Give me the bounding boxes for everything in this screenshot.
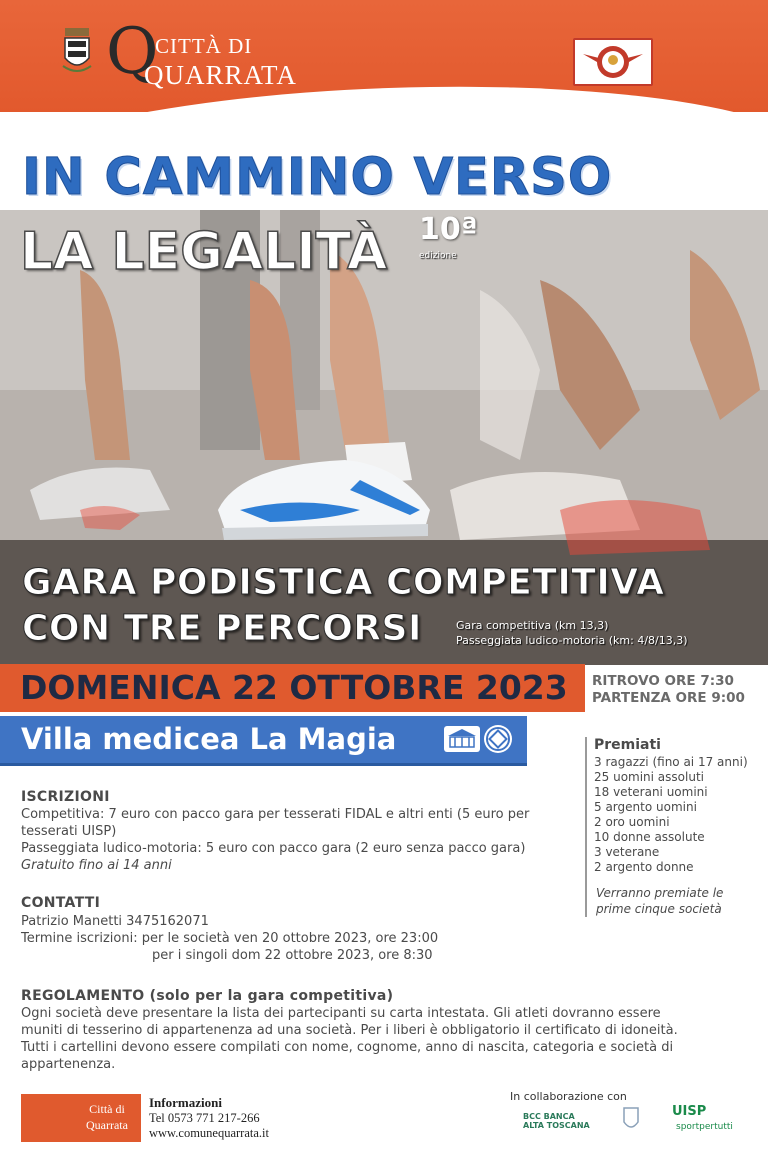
prize-item: 2 oro uomini: [594, 815, 670, 829]
registration-line: tesserati UISP): [21, 824, 117, 839]
contacts-text: [21, 913, 581, 964]
race-title-line2: CON TRE PERCORSI: [22, 608, 422, 649]
registration-text: [21, 806, 581, 874]
world-heritage-icon: [484, 725, 512, 753]
city-name: QUARRATA: [144, 60, 297, 90]
venue-name: Villa medicea La Magia: [21, 722, 397, 756]
event-title-line2: LA LEGALITÀ: [20, 222, 388, 282]
race-title-line1: GARA PODISTICA COMPETITIVA: [22, 562, 665, 603]
city-crest-icon: [62, 26, 92, 76]
prize-item: 25 uomini assoluti: [594, 770, 704, 784]
city-logo-mark: Q: [106, 15, 159, 89]
rules-line: Tutti i cartellini devono essere compilati con nome, cognome, anno di nascita, categoria e società di: [21, 1040, 674, 1055]
rules-text: [21, 1005, 761, 1073]
event-title-line1: IN CAMMINO VERSO: [22, 148, 613, 207]
event-date: DOMENICA 22 OTTOBRE 2023: [20, 668, 568, 707]
registration-free-note: Gratuito fino ai 14 anni: [21, 858, 172, 873]
uisp-logo: UISP: [672, 1104, 707, 1119]
info-details: [149, 1111, 269, 1141]
info-phone: Tel 0573 771 217-266: [149, 1111, 260, 1125]
info-heading: Informazioni: [149, 1095, 222, 1110]
route-leisure: Passeggiata ludico-motoria (km: 4/8/13,3): [456, 634, 688, 647]
rules-line: Ogni società deve presentare la lista dei partecipanti su carta intestata. Gli atleti dovranno essere: [21, 1006, 661, 1021]
uisp-tagline: sportpertutti: [676, 1122, 733, 1132]
route-competitive: Gara competitiva (km 13,3): [456, 619, 609, 632]
info-website[interactable]: www.comunequarrata.it: [149, 1126, 269, 1140]
meeting-time: RITROVO ORE 7:30: [592, 673, 734, 689]
prize-item: 10 donne assolute: [594, 830, 705, 844]
prizes-list: [594, 755, 748, 875]
deadline-line: Termine iscrizioni: per le società ven 20 ottobre 2023, ore 23:00: [21, 931, 439, 946]
bank-name-line: ALTA TOSCANA: [523, 1121, 590, 1130]
contacts-heading: CONTATTI: [21, 895, 101, 911]
footer-city-logo-text: [78, 1101, 136, 1133]
rules-heading: REGOLAMENTO (solo per la gara competitiva): [21, 988, 394, 1004]
prize-item: 3 ragazzi (fino ai 17 anni): [594, 755, 748, 769]
deadline-line: per i singoli dom 22 ottobre 2023, ore 8:30: [152, 948, 433, 963]
prize-item: 2 argento donne: [594, 860, 694, 874]
footer-logo-line: Città di: [89, 1102, 125, 1116]
collaboration-label: In collaborazione con: [510, 1090, 627, 1103]
bank-name-line: BCC BANCA: [523, 1112, 575, 1121]
prizes-note: Verranno premiate le prime cinque società: [596, 886, 724, 916]
footer-logo-line: Quarrata: [86, 1118, 128, 1132]
edition-number: 10ª: [419, 212, 478, 247]
sponsor-crest-icon: [622, 1106, 640, 1134]
edition-word: edizione: [419, 251, 457, 261]
event-times: [592, 673, 745, 707]
rules-line: muniti di tesserino di appartenenza ad una società. Per i liberi è obbligatorio il certificato di idoneità.: [21, 1023, 678, 1038]
prize-item: 5 argento uomini: [594, 800, 697, 814]
prizes-title: Premiati: [594, 737, 661, 753]
registration-line: Competitiva: 7 euro con pacco gara per tesserati FIDAL e altri enti (5 euro per: [21, 807, 530, 822]
contact-person: Patrizio Manetti 3475162071: [21, 914, 209, 929]
unesco-icon: [444, 726, 480, 752]
start-time: PARTENZA ORE 9:00: [592, 690, 745, 706]
running-club-icon: [575, 40, 651, 84]
prize-item: 18 veterani uomini: [594, 785, 708, 799]
bank-logo: [523, 1112, 590, 1130]
prize-item: 3 veterane: [594, 845, 660, 859]
rules-line: appartenenza.: [21, 1057, 116, 1072]
running-club-logo: [573, 38, 653, 86]
registration-heading: ISCRIZIONI: [21, 789, 110, 805]
registration-line: Passeggiata ludico-motoria: 5 euro con pacco gara (2 euro senza pacco gara): [21, 841, 526, 856]
city-prefix: CITTÀ DI: [155, 34, 253, 58]
